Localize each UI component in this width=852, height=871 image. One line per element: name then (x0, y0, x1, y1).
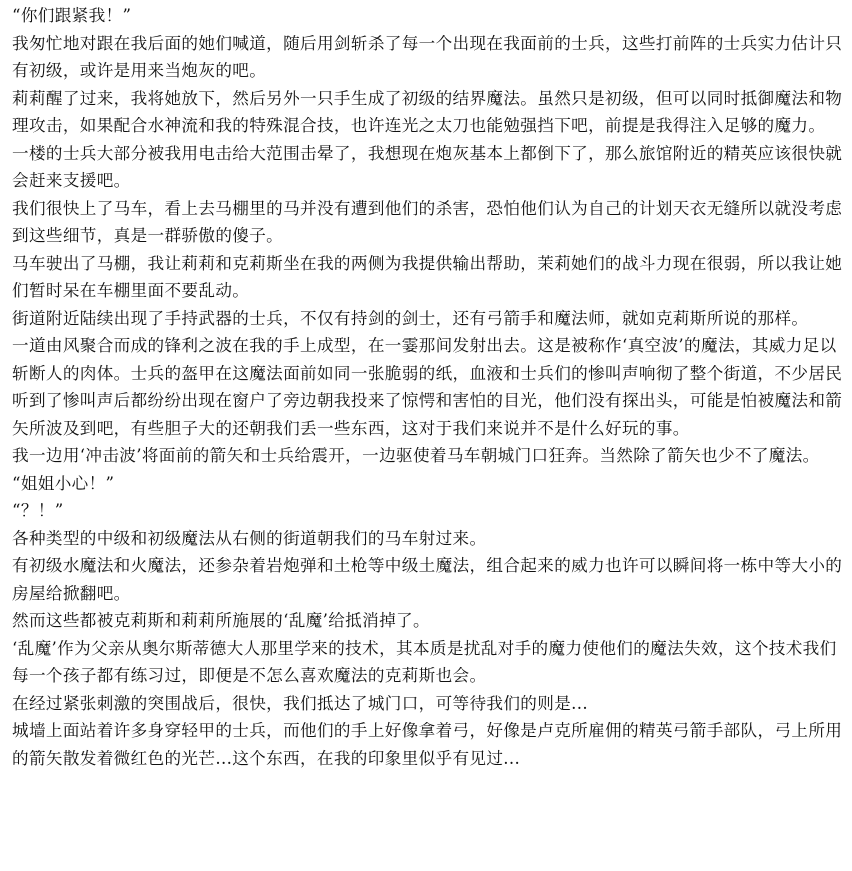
paragraph: 街道附近陆续出现了手持武器的士兵，不仅有持剑的剑士，还有弓箭手和魔法师，就如克莉斯所说的那样。 (12, 308, 809, 328)
paragraph: 马车驶出了马棚，我让莉莉和克莉斯坐在我的两侧为我提供输出帮助，茉莉她们的战斗力现在很弱，所以我让她们暂时呆在车棚里面不要乱动。 (12, 253, 843, 300)
paragraph: 有初级水魔法和火魔法，还参杂着岩炮弹和土枪等中级土魔法，组合起来的威力也许可以瞬间将一栋中等大小的房屋给掀翻吧。 (12, 556, 843, 603)
paragraph: 各种类型的中级和初级魔法从右侧的街道朝我们的马车射过来。 (12, 528, 487, 548)
paragraph: 我一边用‘冲击波’将面前的箭矢和士兵给震开，一边驱使着马车朝城门口狂奔。当然除了箭矢也少不了魔法。 (12, 446, 820, 465)
paragraph: 我匆忙地对跟在我后面的她们喊道，随后用剑斩杀了每一个出现在我面前的士兵，这些打前阵的士兵实力估计只有初级，或许是用来当炮灰的吧。 (12, 33, 843, 80)
paragraph: 我们很快上了马车，看上去马棚里的马并没有遭到他们的杀害，恐怕他们认为自己的计划天衣无缝所以就没考虑到这些细节，真是一群骄傲的傻子。 (12, 198, 843, 245)
paragraph: ‘乱魔’作为父亲从奥尔斯蒂德大人那里学来的技术，其本质是扰乱对手的魔力使他们的魔法失效，这个技术我们每一个孩子都有练习过，即便是不怎么喜欢魔法的克莉斯也会。 (12, 638, 837, 685)
paragraph: 在经过紧张刺激的突围战后，很快，我们抵达了城门口，可等待我们的则是... (12, 693, 589, 713)
paragraph: “？！” (12, 501, 64, 520)
paragraph: 一楼的士兵大部分被我用电击给大范围击晕了，我想现在炮灰基本上都倒下了，那么旅馆附近的精英应该很快就会赶来支援吧。 (12, 143, 843, 190)
paragraph: 一道由风聚合而成的锋利之波在我的手上成型，在一霎那间发射出去。这是被称作‘真空波’的魔法，其威力足以斩断人的肉体。士兵的盔甲在这魔法面前如同一张脆弱的纸，血液和士兵们的惨叫声响彻了整个街道，不少居民听到了惨叫声后都纷纷出现在窗户了旁边朝我投来了惊愕和害怕的目光，他们没有探出头，可能是怕被魔法和箭矢所波及到吧，有些胆子大的还朝我们丢一些东西，这对于我们来说并不是什么好玩的事。 (12, 336, 843, 438)
paragraph: 城墙上面站着许多身穿轻甲的士兵，而他们的手上好像拿着弓，好像是卢克所雇佣的精英弓箭手部队，弓上所用的箭矢散发着微红色的光芒...这个东西，在我的印象里似乎有见过... (12, 721, 843, 768)
paragraph: “姐姐小心！” (12, 473, 115, 493)
paragraph: 然而这些都被克莉斯和莉莉所施展的‘乱魔’给抵消掉了。 (12, 611, 430, 630)
paragraph: “你们跟紧我！” (12, 6, 132, 25)
paragraph: 莉莉醒了过来，我将她放下，然后另外一只手生成了初级的结界魔法。虽然只是初级，但可以同时抵御魔法和物理攻击，如果配合水神流和我的特殊混合技，也许连光之太刀也能勉强挡下吧，前提是我得注入足够的魔力。 (12, 88, 843, 135)
